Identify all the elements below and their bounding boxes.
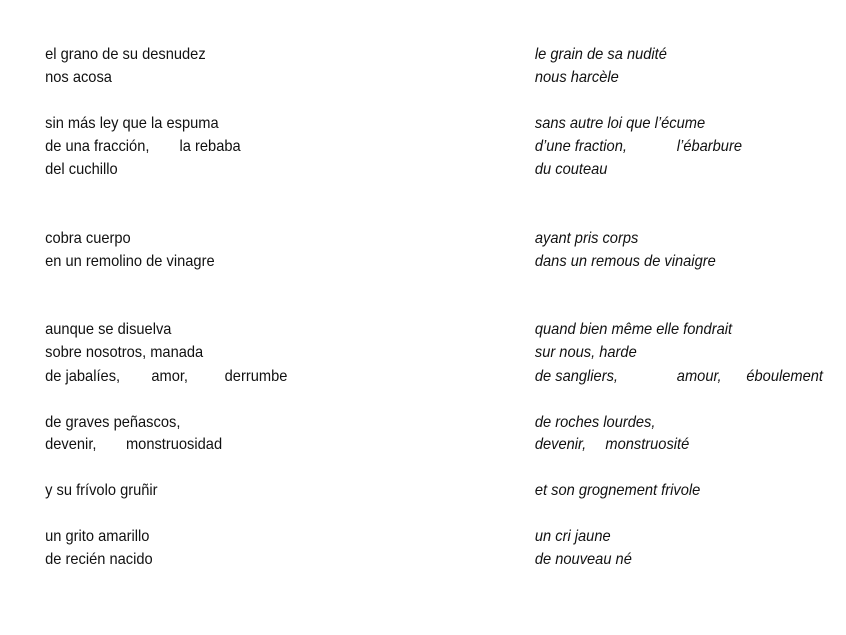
french-line-segment: devenir, <box>534 436 587 453</box>
french-line: dans un remous de vinaigre <box>534 253 716 270</box>
spanish-line: nos acosa <box>45 69 112 86</box>
french-line-segment: monstruosité <box>605 436 690 453</box>
french-line-segment: l’ébarbure <box>676 138 742 155</box>
french-line: du couteau <box>534 161 608 178</box>
french-line: et son grognement frivole <box>534 482 701 499</box>
french-line-segment: éboulement <box>746 368 823 385</box>
french-line <box>535 368 836 386</box>
spanish-line: sobre nosotros, manada <box>45 344 204 361</box>
french-line: de roches lourdes, <box>534 414 656 431</box>
spanish-line: cobra cuerpo <box>45 230 131 247</box>
french-line: le grain de sa nudité <box>534 46 667 63</box>
french-line: sur nous, harde <box>534 344 637 361</box>
spanish-line: sin más ley que la espuma <box>45 115 219 132</box>
spanish-line-segment: de una fracción, <box>45 138 150 155</box>
spanish-line <box>45 368 346 386</box>
french-line-segment: de sangliers, <box>534 368 618 385</box>
spanish-line: de graves peñascos, <box>45 414 181 431</box>
french-line-segment: d’une fraction, <box>534 138 627 155</box>
spanish-line-segment: monstruosidad <box>125 436 223 453</box>
french-line: un cri jaune <box>534 528 611 545</box>
spanish-line-segment: amor, <box>151 368 188 385</box>
spanish-line: aunque se disuelva <box>45 321 172 338</box>
french-line <box>535 436 836 454</box>
french-line: quand bien même elle fondrait <box>534 321 733 338</box>
spanish-line: un grito amarillo <box>45 528 150 545</box>
spanish-line: el grano de su desnudez <box>45 46 206 63</box>
french-line-segment: amour, <box>676 368 722 385</box>
spanish-line-segment: devenir, <box>45 436 97 453</box>
spanish-line-segment: la rebaba <box>179 138 241 155</box>
spanish-line-segment: de jabalíes, <box>45 368 121 385</box>
spanish-line: en un remolino de vinagre <box>45 253 215 270</box>
spanish-line <box>45 436 346 454</box>
french-line <box>535 138 836 156</box>
french-line: nous harcèle <box>534 69 619 86</box>
french-line: ayant pris corps <box>534 230 639 247</box>
spanish-line: y su frívolo gruñir <box>45 482 158 499</box>
spanish-line: de recién nacido <box>45 551 153 568</box>
spanish-line <box>45 138 346 156</box>
french-line: sans autre loi que l’écume <box>534 115 706 132</box>
french-line: de nouveau né <box>534 551 632 568</box>
spanish-line: del cuchillo <box>45 161 118 178</box>
spanish-line-segment: derrumbe <box>224 368 288 385</box>
